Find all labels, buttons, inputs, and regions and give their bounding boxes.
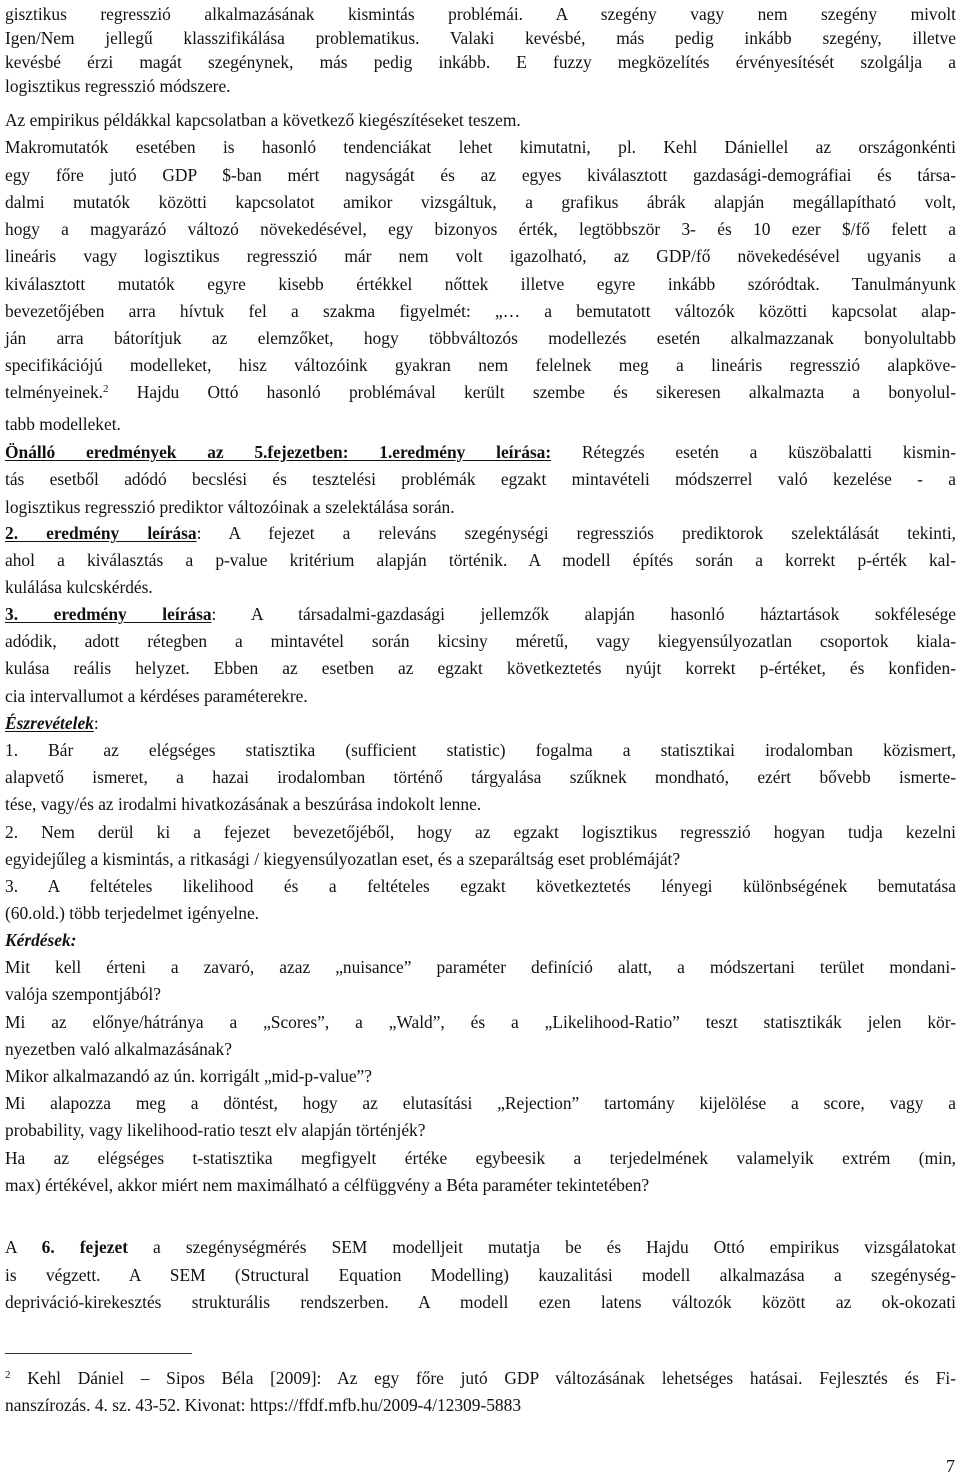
heading-colon: : <box>93 713 99 733</box>
paragraph-line: nyezetben való alkalmazásának? <box>5 1039 232 1059</box>
result-3-line <box>5 602 956 626</box>
paragraph-line: probability, vagy likelihood-ratio teszt elv alapján történjék? <box>5 1120 426 1140</box>
paragraph-line: Mi alapozza meg a döntést, hogy az elutasítási „Rejection” tartomány kijelölése a score, vagy a <box>5 1093 956 1113</box>
footnote <box>5 1366 956 1390</box>
paragraph-line: depriváció-kirekesztés strukturális rendszerben. A modell ezen latens változók között az ok-okozati <box>5 1292 956 1312</box>
paragraph-line: Mit kell érteni a zavaró, azaz „nuisance” paraméter definíció alatt, a módszertani terület mondani- <box>5 957 956 977</box>
line-text: A <box>5 1237 42 1257</box>
paragraph-line: adódik, adott rétegben a mintavétel során kicsiny méretű, vagy kiegyensúlyozatlan csoportok kiala- <box>5 631 956 651</box>
result-2-heading: 2. eredmény leírása <box>5 523 197 543</box>
chapter-ref: 6. fejezet <box>41 1237 128 1257</box>
footnote-number: 2 <box>5 1369 11 1381</box>
paragraph-line: specifikációjú modelleket, hisz változóink gyakran nem felelnek meg a lineáris regresszió alapköve- <box>5 355 956 375</box>
paragraph-line: 3. A feltételes likelihood és a feltételes egzakt következtetés lényegi különbségének bemutatása <box>5 876 956 896</box>
paragraph-line: nanszírozás. 4. sz. 43-52. Kivonat: https://ffdf.mfb.hu/2009-4/12309-5883 <box>5 1395 522 1415</box>
paragraph-line: lineáris vagy logisztikus regresszió már nem volt igazolható, az GDP/fő növekedésével ugyanis a <box>5 246 956 266</box>
paragraph-line: dalmi mutatók közötti kapcsolatot amikor vizsgáltuk, a grafikus ábrák alapján megállapítható volt, <box>5 192 956 212</box>
line-text: Rétegzés esetén a küszöbalatti kismin- <box>551 442 956 462</box>
paragraph-line: tabb modelleket. <box>5 414 121 434</box>
line-text: a szegénységmérés SEM modelljeit mutatja be és Hajdu Ottó empirikus vizsgálatokat <box>128 1237 957 1257</box>
paragraph-line: Az empirikus példákkal kapcsolatban a következő kiegészítéseket teszem. <box>5 110 521 130</box>
line-text: Hajdu Ottó hasonló problémával került szembe és sikeresen alkalmazta a bonyolul- <box>108 382 956 402</box>
paragraph-line: kiválasztott mutatók egyre kisebb értékkel nőttek illetve egyre inkább szóródtak. Tanulmányunk <box>5 274 956 294</box>
paragraph-line: tése, vagy/és az irodalmi hivatkozásának a beszúrása indokolt lenne. <box>5 794 482 814</box>
paragraph-line: 2. Nem derül ki a fejezet bevezetőjéből, hogy az egzakt logisztikus regresszió hogyan tudja kezelni <box>5 822 956 842</box>
line-text: : A társadalmi-gazdasági jellemzők alapján hasonló háztartások sokfélesége <box>211 604 956 624</box>
paragraph-line: Ha az elégséges t-statisztika megfigyelt értéke egybeesik a terjedelmének valamelyik extrém (min, <box>5 1148 956 1168</box>
paragraph-line: kevésbé érzi magát szegénynek, más pedig inkább. E fuzzy megközelítés érvényesítését szolgálja a <box>5 52 956 72</box>
line-text: : A fejezet a releváns szegénységi regressziós prediktorok szelektálását tekinti, <box>196 523 956 543</box>
paragraph-line: ján arra bátorítjuk az elemzőket, hogy többváltozós modellezés esetén alkalmazzanak bonyolultabb <box>5 328 956 348</box>
paragraph-line: (60.old.) több terjedelmet igényelne. <box>5 903 260 923</box>
paragraph-line: alapvető ismeret, a hazai irodalomban történő tárgyalása szűknek mondható, ezért bővebb ismerte- <box>5 767 956 787</box>
footnote-divider <box>5 1353 192 1354</box>
heading-text: Észrevételek <box>5 713 94 733</box>
paragraph-line: tás esetből adódó becslési és tesztelési problémák egzakt mintavételi módszerrel való kezelése - a <box>5 469 956 489</box>
paragraph-line <box>5 380 956 404</box>
paragraph-line: 1. Bár az elégséges statisztika (sufficient statistic) fogalma a statisztikai irodalomban közismert, <box>5 740 956 760</box>
paragraph-line: logisztikus regresszió módszere. <box>5 76 231 96</box>
paragraph-line: bevezetőjében arra hívtuk fel a szakma figyelmét: „… a bemutatott változók közötti kapcsolat alap- <box>5 301 956 321</box>
result-2-line <box>5 521 956 545</box>
result-1-line <box>5 440 956 464</box>
paragraph-line: egy főre jutó GDP $-ban mért nagyságát és az egyes kiválasztott gazdasági-demográfiai és társa- <box>5 165 956 185</box>
paragraph-line: is végzett. A SEM (Structural Equation Modelling) kauzalitási modell alkalmazása a szegénység- <box>5 1265 956 1285</box>
paragraph-line: logisztikus regresszió prediktor változóinak a szelektálása során. <box>5 497 455 517</box>
paragraph-line: Igen/Nem jellegű klasszifikálása problematikus. Valaki kevésbé, más pedig inkább szegény, illetve <box>5 28 956 48</box>
page-number: 7 <box>946 1456 955 1476</box>
paragraph-line: kulálása kulcskérdés. <box>5 577 153 597</box>
result-3-heading: 3. eredmény leírása <box>5 604 212 624</box>
paragraph-line: max) értékével, akkor miért nem maximálható a célfüggvény a Béta paraméter tekintetében? <box>5 1175 650 1195</box>
paragraph-line: egyidejűleg a kismintás, a ritkasági / kiegyensúlyozatlan eset, és a szeparáltság eset problémáját? <box>5 849 681 869</box>
paragraph-line: ahol a kiválasztás a p-value kritérium alapján történik. A modell építés során a korrekt p-érték kal- <box>5 550 956 570</box>
paragraph-line: Mikor alkalmazandó az ún. korrigált „mid-p-value”? <box>5 1066 372 1086</box>
paragraph-line: hogy a magyarázó változó növekedésével, egy bizonyos érték, legtöbbször 3- és 10 ezer $/fő felett a <box>5 219 956 239</box>
line-text: telményeinek. <box>5 382 104 402</box>
paragraph-line: kulása reális helyzet. Ebben az esetben az egzakt következtetés nyújt korrekt p-értéket, és konfiden- <box>5 658 956 678</box>
eszrevetelek-heading <box>5 711 99 735</box>
paragraph-line: Makromutatók esetében is hasonló tendenciákat lehet kimutatni, pl. Kehl Dániellel az országonkénti <box>5 137 956 157</box>
result-1-heading: Önálló eredmények az 5.fejezetben: 1.eredmény leírása: <box>5 442 552 462</box>
paragraph-line: valója szempontjából? <box>5 984 161 1004</box>
paragraph-line: Mi az előnye/hátránya a „Scores”, a „Wald”, és a „Likelihood-Ratio” teszt statisztikák jelen kör- <box>5 1012 956 1032</box>
footnote-ref: 2 <box>103 383 109 395</box>
footnote-text: Kehl Dániel – Sipos Béla [2009]: Az egy főre jutó GDP változásának lehetséges hatásai. Fejlesztés és Fi- <box>10 1368 956 1388</box>
paragraph-line: gisztikus regresszió alkalmazásának kismintás problémái. A szegény vagy nem szegény mivolt <box>5 4 956 24</box>
kerdesek-heading <box>5 928 76 952</box>
heading-text: Kérdések: <box>5 930 77 950</box>
chapter-6-line <box>5 1235 956 1259</box>
paragraph-line: cia intervallumot a kérdéses paraméterekre. <box>5 686 308 706</box>
